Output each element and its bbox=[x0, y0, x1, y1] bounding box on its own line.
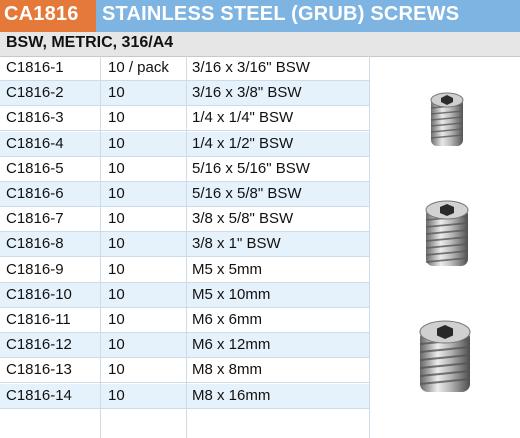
table-row bbox=[0, 56, 370, 81]
part-number: C1816-6 bbox=[6, 185, 64, 202]
part-number: C1816-4 bbox=[6, 134, 64, 152]
table-row bbox=[0, 106, 370, 131]
part-number: C1816-3 bbox=[6, 109, 64, 127]
screw-size: M6 x 6mm bbox=[192, 311, 263, 328]
screw-size: 3/8 x 1" BSW bbox=[192, 235, 281, 253]
product-subheader bbox=[0, 32, 520, 57]
table-row bbox=[0, 283, 370, 308]
screw-size: M6 x 12mm bbox=[192, 336, 271, 354]
part-number: C1816-11 bbox=[6, 311, 71, 328]
screw-size: 3/16 x 3/8" BSW bbox=[192, 84, 302, 102]
pack-quantity: 10 bbox=[108, 159, 125, 177]
grub-screw-medium-image bbox=[420, 198, 474, 272]
product-title: STAINLESS STEEL (GRUB) SCREWS bbox=[102, 3, 460, 25]
pack-quantity: 10 bbox=[108, 84, 125, 102]
pack-quantity: 10 / pack bbox=[108, 59, 169, 76]
pack-quantity: 10 bbox=[108, 260, 125, 278]
screw-size: 1/4 x 1/2" BSW bbox=[192, 134, 294, 152]
pack-quantity: 10 bbox=[108, 134, 125, 152]
table-row bbox=[0, 308, 370, 333]
pack-quantity: 10 bbox=[108, 235, 125, 253]
table-row bbox=[0, 132, 370, 157]
catalog-header bbox=[0, 0, 520, 32]
table-row bbox=[0, 232, 370, 257]
pack-quantity: 10 bbox=[108, 361, 125, 379]
table-row bbox=[0, 358, 370, 383]
product-table bbox=[0, 56, 520, 438]
part-number: C1816-1 bbox=[6, 59, 64, 76]
table-row bbox=[0, 182, 370, 207]
product-images bbox=[370, 56, 520, 438]
screw-size: 5/16 x 5/16" BSW bbox=[192, 159, 310, 177]
screw-size: 3/16 x 3/16" BSW bbox=[192, 59, 310, 76]
part-number: C1816-13 bbox=[6, 361, 72, 379]
table-row bbox=[0, 333, 370, 358]
table-row bbox=[0, 384, 370, 409]
product-title-box bbox=[96, 0, 520, 32]
pack-quantity: 10 bbox=[108, 285, 125, 303]
grub-screw-large-image bbox=[414, 318, 476, 398]
pack-quantity: 10 bbox=[108, 336, 125, 354]
grub-screw-small-image bbox=[425, 90, 469, 152]
pack-quantity: 10 bbox=[108, 185, 125, 202]
table-row bbox=[0, 258, 370, 283]
screw-size: M8 x 8mm bbox=[192, 361, 263, 379]
product-code: CA1816 bbox=[4, 3, 79, 25]
screw-size: 3/8 x 5/8" BSW bbox=[192, 210, 294, 228]
screw-size: M5 x 5mm bbox=[192, 260, 263, 278]
table-row bbox=[0, 207, 370, 232]
screw-size: M5 x 10mm bbox=[192, 285, 271, 303]
part-number: C1816-12 bbox=[6, 336, 72, 354]
pack-quantity: 10 bbox=[108, 311, 125, 328]
column-divider bbox=[100, 56, 101, 438]
part-number: C1816-14 bbox=[6, 386, 72, 404]
pack-quantity: 10 bbox=[108, 210, 125, 228]
part-number: C1816-5 bbox=[6, 159, 64, 177]
part-number: C1816-9 bbox=[6, 260, 64, 278]
pack-quantity: 10 bbox=[108, 386, 125, 404]
column-divider bbox=[186, 56, 187, 438]
part-number: C1816-8 bbox=[6, 235, 64, 253]
screw-size: 1/4 x 1/4" BSW bbox=[192, 109, 294, 127]
table-row bbox=[0, 81, 370, 106]
product-code-box bbox=[0, 0, 96, 32]
part-number: C1816-7 bbox=[6, 210, 64, 228]
table-row bbox=[0, 157, 370, 182]
part-number: C1816-2 bbox=[6, 84, 64, 102]
pack-quantity: 10 bbox=[108, 109, 125, 127]
subheader-text: BSW, METRIC, 316/A4 bbox=[6, 34, 174, 51]
part-number: C1816-10 bbox=[6, 285, 72, 303]
screw-size: 5/16 x 5/8" BSW bbox=[192, 185, 302, 202]
screw-size: M8 x 16mm bbox=[192, 386, 271, 404]
